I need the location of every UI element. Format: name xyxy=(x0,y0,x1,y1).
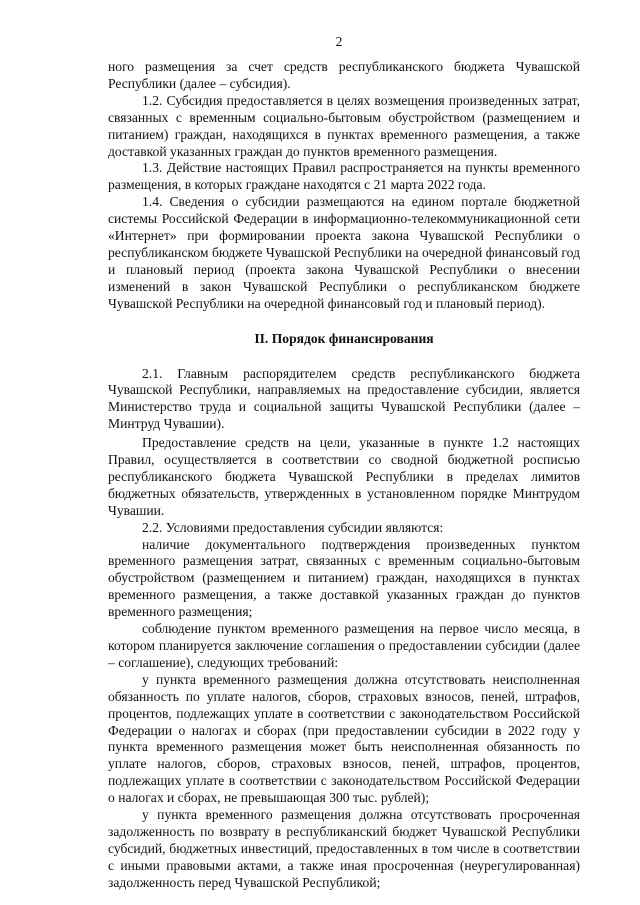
paragraph-requirement-taxes: у пункта временного размещения должна отсутствовать неисполненная обязанность по уплате налогов, сборов, страховых взносов, пеней, штрафов, процентов, подлежащих уплате в соответствии с законодательством Российской Федерации о налогах и сборах (при предоставлении субсидии в 2022 году у пункта временного размещения может быть неисполненная обязанность по уплате налогов, сборов, страховых взносов, пеней, штрафов, процентов, подлежащих уплате в соответствии с законодательством Российской Федерации о налогах и сборах, не превышающая 300 тыс. рублей); xyxy=(108,671,580,806)
page-number: 2 xyxy=(335,34,343,49)
document-body xyxy=(108,59,580,892)
paragraph-2-2: 2.2. Условиями предоставления субсидии являются: xyxy=(142,519,444,535)
paragraph-condition-requirements: соблюдение пунктом временного размещения на первое число месяца, в котором планируется заключение соглашения о предоставлении субсидии (далее – соглашение), следующих требований: xyxy=(108,621,580,670)
paragraph-1-2: 1.2. Субсидия предоставляется в целях возмещения произведенных затрат, связанных с временным социально-бытовым обустройством (размещением и питанием) граждан, находящихся в пунктах временного размещения, а также доставкой указанных граждан до пунктов временного размещения. xyxy=(108,92,580,159)
paragraph-2-1: 2.1. Главным распорядителем средств республиканского бюджета Чувашской Республики, направляемых на предоставление субсидии, является Министерство труда и социальной защиты Чувашской Республики (далее – Минтруд Чувашии). xyxy=(108,365,580,432)
paragraph-continuation: ного размещения за счет средств республиканского бюджета Чувашской Республики (далее – субсидия). xyxy=(108,59,580,91)
paragraph-1-4: 1.4. Сведения о субсидии размещаются на едином портале бюджетной системы Российской Федерации в информационно-телекоммуникационной сети «Интернет» при формировании проекта закона Чувашской Республики о республиканском бюджете Чувашской Республики на очередной финансовый год и плановый период (проекта закона Чувашской Республики о внесении изменений в закон Чувашской Республики о республиканском бюджете Чувашской Республики на очередной финансовый год и плановый период). xyxy=(108,194,580,311)
paragraph-funding: Предоставление средств на цели, указанные в пункте 1.2 настоящих Правил, осуществляется в соответствии со сводной бюджетной росписью республиканского бюджета Чувашской Республики в пределах лимитов бюджетных обязательств, утвержденных в установленном порядке Минтрудом Чувашии. xyxy=(108,435,580,518)
paragraph-requirement-debt: у пункта временного размещения должна отсутствовать просроченная задолженность по возврату в республиканский бюджет Чувашской Республики субсидий, бюджетных инвестиций, предоставленных в том числе в соответствии с иными правовыми актами, а также иная просроченная (неурегулированная) задолженность перед Чувашской Республикой; xyxy=(108,807,580,890)
paragraph-condition-documents: наличие документального подтверждения произведенных пунктом временного размещения затрат, связанных с временным социально-бытовым обустройством (размещением и питанием) граждан, находящихся в пунктах временного размещения, а также доставкой указанных граждан до пунктов временного размещения; xyxy=(108,536,580,620)
section-heading: II. Порядок финансирования xyxy=(254,330,434,346)
paragraph-1-3: 1.3. Действие настоящих Правил распространяется на пункты временного размещения, в которых граждане находятся с 21 марта 2022 года. xyxy=(108,160,580,193)
